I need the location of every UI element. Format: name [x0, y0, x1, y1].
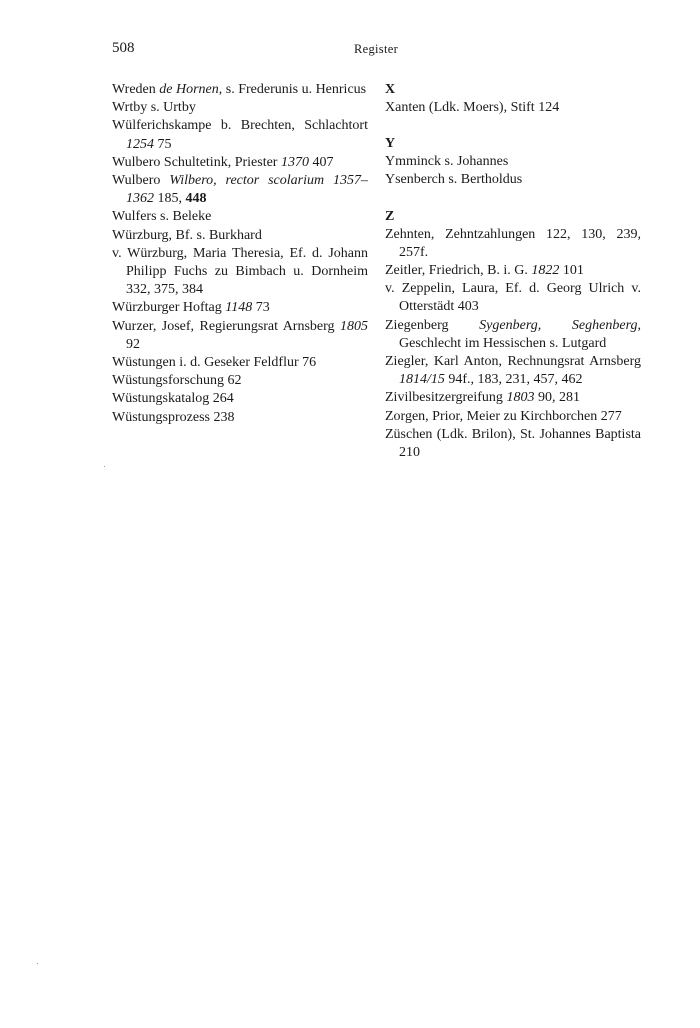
entry-text: Wurzer, Josef, Regierungsrat Arnsberg [112, 318, 340, 334]
index-entry [112, 409, 368, 427]
index-entry [112, 117, 368, 153]
entry-text: Zivilbesitzergreifung [385, 390, 507, 406]
index-entry [385, 280, 641, 316]
entry-text: Xanten (Ldk. Moers), Stift 124 [385, 100, 560, 115]
index-entry [112, 81, 368, 99]
index-entry [385, 389, 641, 407]
entry-italic-text: 1803 [506, 390, 535, 406]
entry-text: Wüstungsprozess 238 [112, 409, 235, 425]
entry-text: 92 [126, 336, 140, 352]
entry-italic-text: 1148 [225, 300, 253, 316]
entry-text: 94f., 183, 231, 457, 462 [444, 372, 583, 388]
index-entry [112, 245, 368, 300]
index-entry [385, 99, 641, 117]
entry-text: Zehnten, Zehntzahlungen 122, 130, 239, 257f. [385, 226, 641, 260]
index-entry [385, 317, 641, 353]
entry-text: 73 [252, 300, 270, 316]
entry-text: Wulbero Schultetink, Priester [112, 154, 281, 170]
entry-text: Würzburger Hoftag [112, 300, 226, 316]
entry-text: Wüstungsforschung 62 [112, 373, 242, 389]
index-entry [112, 227, 368, 245]
entry-italic-text: Sygenberg, Seghenberg [479, 317, 638, 333]
index-entry [385, 153, 641, 171]
index-entry [385, 353, 641, 389]
entry-italic-text: de Hornen [159, 82, 219, 97]
index-entry [112, 154, 368, 172]
entry-text: 75 [154, 136, 172, 152]
entry-bold-text: 448 [185, 191, 207, 207]
running-head: Register [353, 42, 399, 56]
index-entry [112, 372, 368, 390]
index-entry [112, 354, 368, 372]
entry-text: Ziegler, Karl Anton, Rechnungsrat Arnsberg [385, 354, 641, 370]
entry-text: v. Würzburg, Maria Theresia, Ef. d. Johann Philipp Fuchs zu Bimbach u. Dornheim 332, 375, 384 [112, 245, 368, 298]
index-entry [112, 172, 368, 208]
page-number: 508 [112, 40, 135, 56]
entry-text: 407 [308, 154, 334, 170]
entry-italic-text: 1805 [340, 318, 368, 334]
entry-text: 185, [154, 191, 186, 207]
index-entry [112, 318, 368, 354]
index-entry [385, 426, 641, 462]
index-entry [112, 99, 368, 117]
entry-text: , s. Frederunis u. Henricus [218, 82, 367, 97]
entry-text: Wülferichskampe b. Brechten, Schlachtort [112, 118, 368, 134]
entry-italic-text: 1370 [280, 154, 309, 170]
entry-text: Wulbero [112, 173, 170, 189]
index-entry [112, 208, 368, 226]
index-entry [112, 299, 368, 317]
entry-text: Zorgen, Prior, Meier zu Kirchborchen 277 [385, 408, 622, 424]
index-entry [385, 408, 641, 426]
entry-italic-text: Wilbero, rector scolarium 1357–1362 [126, 173, 368, 207]
section-letter: Z [385, 208, 395, 224]
entry-text: Ysenberch s. Bertholdus [385, 172, 523, 188]
entry-text: Wüstungen i. d. Geseker Feldflur 76 [112, 355, 317, 371]
index-entry [385, 226, 641, 262]
section-letter: Y [385, 136, 396, 152]
section-letter: X [385, 82, 396, 97]
section-gap [385, 117, 641, 135]
scan-speck [37, 963, 38, 964]
entry-italic-text: 1814/15 [399, 372, 445, 388]
entry-italic-text: 1822 [531, 263, 560, 279]
entry-text: 90, 281 [534, 390, 580, 406]
entry-italic-text: 1254 [126, 136, 154, 152]
entry-text: Wulfers s. Beleke [112, 209, 212, 225]
entry-text: Wreden [112, 82, 160, 97]
entry-text: Würzburg, Bf. s. Burkhard [112, 227, 262, 243]
entry-text: , Geschlecht im Hessischen s. Lutgard [399, 317, 641, 351]
section-gap [385, 190, 641, 208]
entry-text: Zeitler, Friedrich, B. i. G. [385, 263, 532, 279]
entry-text: Ymminck s. Johannes [385, 154, 509, 170]
entry-text: v. Zeppelin, Laura, Ef. d. Georg Ulrich v. Otterstädt 403 [385, 281, 641, 315]
entry-text: 101 [559, 263, 584, 279]
scan-speck [104, 466, 105, 467]
index-entry [385, 262, 641, 280]
entry-text: Züschen (Ldk. Brilon), St. Johannes Baptista 210 [385, 426, 641, 461]
entry-text: Ziegenberg [385, 317, 480, 333]
index-column-left [112, 81, 368, 427]
index-entry [112, 390, 368, 408]
entry-text: Wüstungskatalog 264 [112, 391, 234, 407]
index-entry [385, 171, 641, 189]
entry-text: Wrtby s. Urtby [112, 100, 196, 116]
index-column-right [385, 81, 641, 462]
page-header [112, 40, 640, 62]
